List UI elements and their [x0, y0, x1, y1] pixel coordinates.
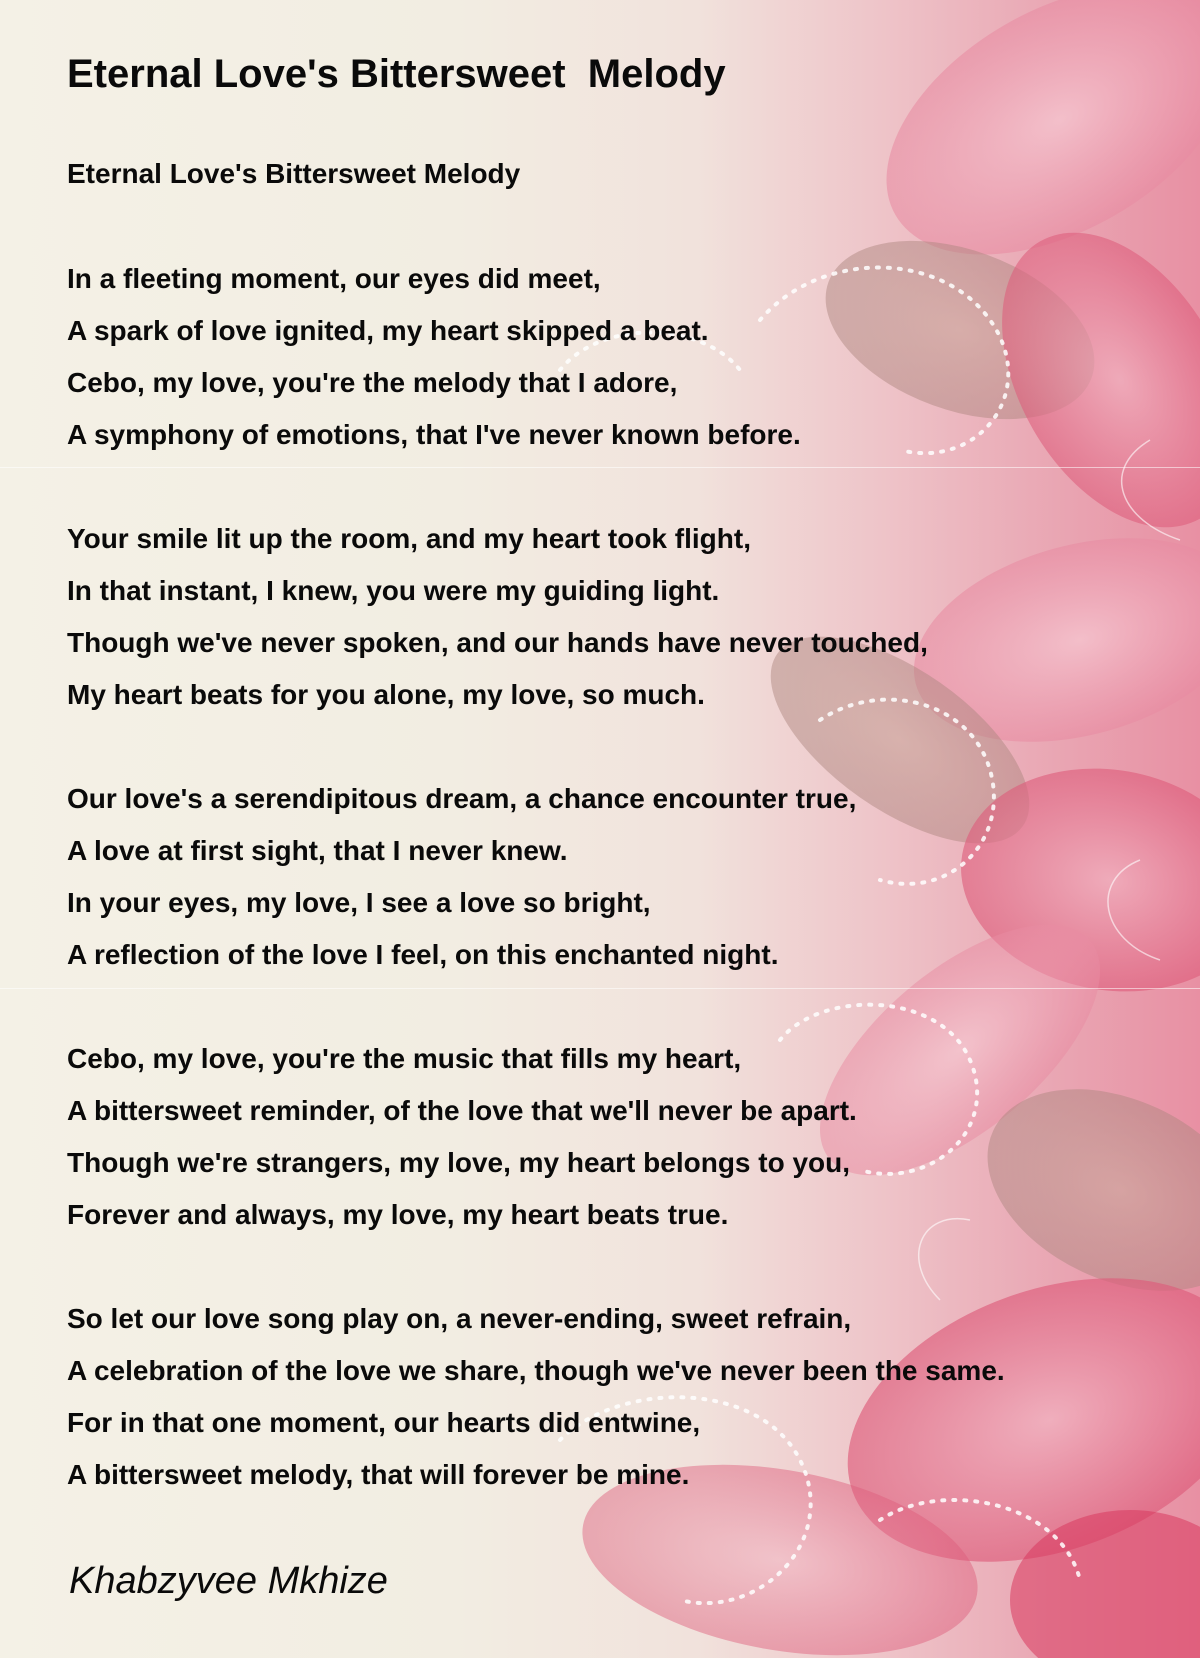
poem-line: A bittersweet reminder, of the love that we'll never be apart.	[67, 1095, 857, 1126]
stanza	[67, 253, 801, 461]
poem-line: For in that one moment, our hearts did entwine,	[67, 1407, 701, 1438]
stanza	[67, 513, 928, 721]
poem-line: In your eyes, my love, I see a love so bright,	[67, 887, 651, 918]
poem-line: A symphony of emotions, that I've never known before.	[67, 419, 801, 450]
poem-line: A spark of love ignited, my heart skipped a beat.	[67, 315, 709, 346]
poem-line: A love at first sight, that I never knew.	[67, 835, 568, 866]
poem-line: Though we've never spoken, and our hands have never touched,	[67, 627, 928, 658]
poem-author: Khabzyvee Mkhize	[69, 1560, 388, 1602]
poem-line: Our love's a serendipitous dream, a chance encounter true,	[67, 783, 857, 814]
poem-line: A reflection of the love I feel, on this enchanted night.	[67, 939, 779, 970]
poem-line: A celebration of the love we share, though we've never been the same.	[67, 1355, 1005, 1386]
poem-line: A bittersweet melody, that will forever be mine.	[67, 1459, 690, 1490]
stanza	[67, 1033, 857, 1241]
poem-line: Though we're strangers, my love, my heart belongs to you,	[67, 1147, 851, 1178]
poem-line: My heart beats for you alone, my love, so much.	[67, 679, 705, 710]
poem-line: Forever and always, my love, my heart beats true.	[67, 1199, 729, 1230]
poem-line: Cebo, my love, you're the music that fills my heart,	[67, 1043, 742, 1074]
poem-subtitle: Eternal Love's Bittersweet Melody	[67, 158, 521, 189]
poem-line: In that instant, I knew, you were my guiding light.	[67, 575, 720, 606]
poem-title: Eternal Love's Bittersweet Melody	[67, 52, 726, 96]
poem-line: So let our love song play on, a never-ending, sweet refrain,	[67, 1303, 852, 1334]
stanza	[67, 773, 856, 981]
poem-line: Your smile lit up the room, and my heart took flight,	[67, 523, 751, 554]
poem-line: Cebo, my love, you're the melody that I adore,	[67, 367, 678, 398]
poem-line: In a fleeting moment, our eyes did meet,	[67, 263, 601, 294]
stanza	[67, 1293, 1005, 1501]
